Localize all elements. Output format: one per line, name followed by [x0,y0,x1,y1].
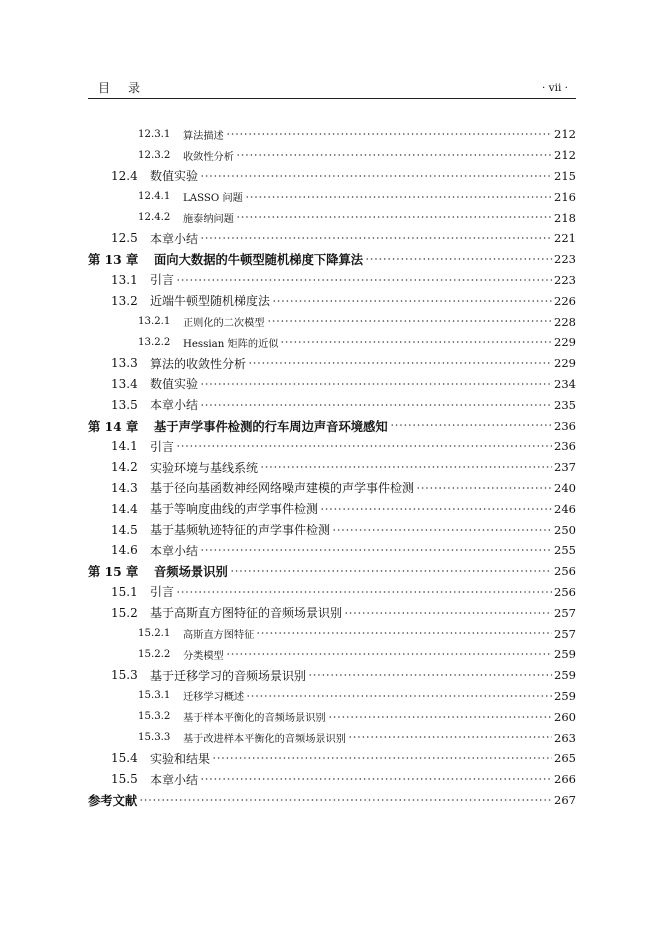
toc-entry-title: 施泰纳问题 [183,214,234,226]
toc-entry-title: 算法的收敛性分析 [150,356,247,371]
toc-entry[interactable] [88,748,576,769]
toc-entry-page: 259 [554,688,576,703]
dot-leader [328,712,552,722]
dot-leader [246,691,552,701]
toc-entry[interactable] [88,582,576,603]
toc-entry-number: 15.5 [111,772,138,787]
toc-entry-page: 236 [554,418,576,433]
dot-leader [344,607,552,619]
toc-entry-page: 236 [554,439,576,454]
dot-leader [272,295,552,307]
toc-entry-page: 212 [554,148,576,163]
toc-entry-page: 259 [554,647,576,662]
toc-entry[interactable] [88,706,576,727]
dot-leader [236,150,552,160]
toc-entry[interactable] [88,166,576,187]
toc-entry-number: 15.3.1 [138,690,171,702]
toc-entry-page: 229 [554,356,576,371]
toc-entry[interactable] [88,374,576,395]
toc-entry[interactable] [88,207,576,228]
dot-leader [365,253,552,265]
toc-chapter-entry[interactable] [88,415,576,436]
dot-leader [226,129,552,139]
toc-entry-title: 实验环境与基线系统 [150,460,259,475]
toc-entry[interactable] [88,602,576,623]
toc-entry-title: 基于样本平衡化的音频场景识别 [183,713,326,725]
toc-entry[interactable] [88,686,576,707]
header-title: 目录 [98,81,159,95]
toc-entry[interactable] [88,665,576,686]
toc-entry-page: 229 [554,335,576,350]
toc-entry-number: 13.2 [111,293,138,308]
toc-entry[interactable] [88,623,576,644]
toc-entry-title: 引言 [150,439,175,454]
toc-entry-number: 14.3 [111,480,138,495]
toc-entry-page: 223 [554,272,576,287]
toc-entry-page: 216 [554,189,576,204]
dot-leader [256,628,552,638]
dot-leader [200,170,552,182]
toc-entry-title: 数值实验 [150,377,199,392]
dot-leader [139,794,552,806]
toc-entry-page: 237 [554,460,576,475]
toc-entry-number: 第 13 章 [88,252,139,268]
toc-entry-number: 15.3 [111,668,138,683]
toc-entry-number: 13.1 [111,272,138,287]
dot-leader [226,649,552,659]
toc-entry-number: 13.5 [111,397,138,412]
toc-entry[interactable] [88,353,576,374]
toc-entry-title: Hessian 矩阵的近似 [183,338,279,350]
toc-entry-title: 基于基频轨迹特征的声学事件检测 [150,523,331,538]
toc-entry[interactable] [88,644,576,665]
toc-entry-title: 本章小结 [150,543,199,558]
toc-entry[interactable] [88,519,576,540]
dot-leader [200,773,552,785]
toc-entry-number: 第 15 章 [88,564,139,580]
toc-entry-page: 226 [554,293,576,308]
toc-entry[interactable] [88,290,576,311]
dot-leader [416,482,552,494]
toc-entry-title: 本章小结 [150,772,199,787]
toc-entry-number: 15.2.2 [138,648,171,660]
toc-entry-number: 15.2 [111,605,138,620]
toc-entry[interactable] [88,124,576,145]
toc-entry-page: 223 [554,252,576,267]
toc-entry[interactable] [88,457,576,478]
toc-entry[interactable] [88,769,576,790]
toc-entry-title: 迁移学习概述 [183,692,245,704]
toc-entry-title: 高斯直方图特征 [183,630,255,642]
toc-entry-title: 基于声学事件检测的行车周边声音环境感知 [154,418,388,434]
toc-entry-title: 近端牛顿型随机梯度法 [150,294,271,309]
toc-bibliography-entry[interactable] [88,790,576,811]
toc-entry-number: 14.6 [111,543,138,558]
dot-leader [176,586,552,598]
dot-leader [200,232,552,244]
toc-entry-title: 数值实验 [150,169,199,184]
toc-entry-number: 13.4 [111,376,138,391]
toc-entry[interactable] [88,540,576,561]
toc-entry[interactable] [88,186,576,207]
toc-chapter-entry[interactable] [88,249,576,270]
toc-chapter-entry[interactable] [88,561,576,582]
toc-entry-page: 246 [554,501,576,516]
toc-entry-number: 12.3.1 [138,128,171,140]
toc-entry-number: 15.2.1 [138,628,171,640]
toc-entry-number: 12.3.2 [138,149,171,161]
toc-entry-page: 260 [554,709,576,724]
toc-entry-number: 12.4 [111,168,138,183]
toc-entry-title: 基于高斯直方图特征的音频场景识别 [150,606,343,621]
toc-entry-number: 15.4 [111,751,138,766]
toc-entry[interactable] [88,332,576,353]
dot-leader [332,524,552,536]
toc-entry-number: 15.1 [111,584,138,599]
dot-leader [348,732,552,742]
toc-entry-title: 本章小结 [150,398,199,413]
toc-entry-page: 228 [554,314,576,329]
toc-entry-page: 267 [554,792,576,807]
dot-leader [245,192,552,202]
dot-leader [176,440,552,452]
toc-entry[interactable] [88,498,576,519]
toc-entry-page: 240 [554,480,576,495]
toc-entry-page: 218 [554,210,576,225]
dot-leader [230,565,552,577]
dot-leader [212,752,552,764]
toc-entry-number: 第 14 章 [88,418,139,434]
toc-entry-number: 12.4.1 [138,191,171,203]
dot-leader [236,212,552,222]
toc-entry-title: 基于径向基函数神经网络噪声建模的声学事件检测 [150,481,415,496]
toc-entry-title: 分类模型 [183,650,224,662]
toc-entry-title: 引言 [150,585,175,600]
running-header [88,80,576,99]
toc-entry-number: 12.4.2 [138,212,171,224]
header-page-number: · vii · [542,82,568,94]
toc-entry-number: 13.2.1 [138,316,171,328]
toc-entry-page: 256 [554,584,576,599]
dot-leader [200,544,552,556]
toc-entry[interactable] [88,436,576,457]
dot-leader [320,503,552,515]
toc-entry-page: 259 [554,668,576,683]
toc-entry-number: 12.5 [111,231,138,246]
toc-entry[interactable] [88,270,576,291]
toc-entry-page: 257 [554,605,576,620]
toc-entry-number: 15.3.3 [138,732,171,743]
toc-entry-page: 255 [554,543,576,558]
toc-entry[interactable] [88,228,576,249]
toc-entry-page: 265 [554,751,576,766]
toc-entry-page: 234 [554,376,576,391]
dot-leader [176,274,552,286]
toc-entry[interactable] [88,394,576,415]
dot-leader [260,461,552,473]
toc-entry-number: 14.1 [111,439,138,454]
dot-leader [280,337,552,347]
toc-entry-title: 基于迁移学习的音频场景识别 [150,668,307,683]
toc-entry[interactable] [88,478,576,499]
toc-entry-number: 14.4 [111,501,138,516]
toc-entry-page: 235 [554,397,576,412]
toc-entry-title: 收敛性分析 [183,151,234,163]
toc-entry-page: 221 [554,231,576,246]
dot-leader [200,378,552,390]
dot-leader [200,399,552,411]
toc-entry-page: 250 [554,522,576,537]
table-of-contents [88,124,576,810]
toc-entry-page: 212 [554,127,576,142]
toc-entry-title: LASSO 问题 [183,193,243,205]
dot-leader [308,669,552,681]
toc-entry-title: 算法描述 [183,130,224,142]
toc-entry-page: 257 [554,626,576,641]
toc-entry[interactable] [88,727,576,748]
toc-entry-title: 实验和结果 [150,751,211,766]
toc-entry-title: 基于改进样本平衡化的音频场景识别 [183,734,346,745]
toc-entry-title: 面向大数据的牛顿型随机梯度下降算法 [154,252,364,268]
toc-entry-number: 13.2.2 [138,336,171,348]
toc-entry-title: 参考文献 [88,792,138,808]
dot-leader [248,357,552,369]
toc-entry-title: 引言 [150,273,175,288]
toc-entry-number: 14.2 [111,460,138,475]
dot-leader [390,419,552,431]
toc-entry-number: 15.3.2 [138,711,171,723]
toc-entry-page: 263 [554,730,576,745]
toc-entry-title: 音频场景识别 [154,564,228,580]
toc-entry-title: 本章小结 [150,231,199,246]
toc-entry-number: 14.5 [111,522,138,537]
toc-entry-page: 266 [554,772,576,787]
toc-entry-page: 256 [554,564,576,579]
toc-entry-page: 215 [554,168,576,183]
toc-entry-title: 正则化的二次模型 [183,318,265,330]
toc-entry[interactable] [88,311,576,332]
toc-entry-number: 13.3 [111,356,138,371]
dot-leader [267,316,553,326]
toc-entry-title: 基于等响度曲线的声学事件检测 [150,502,319,517]
toc-entry[interactable] [88,145,576,166]
